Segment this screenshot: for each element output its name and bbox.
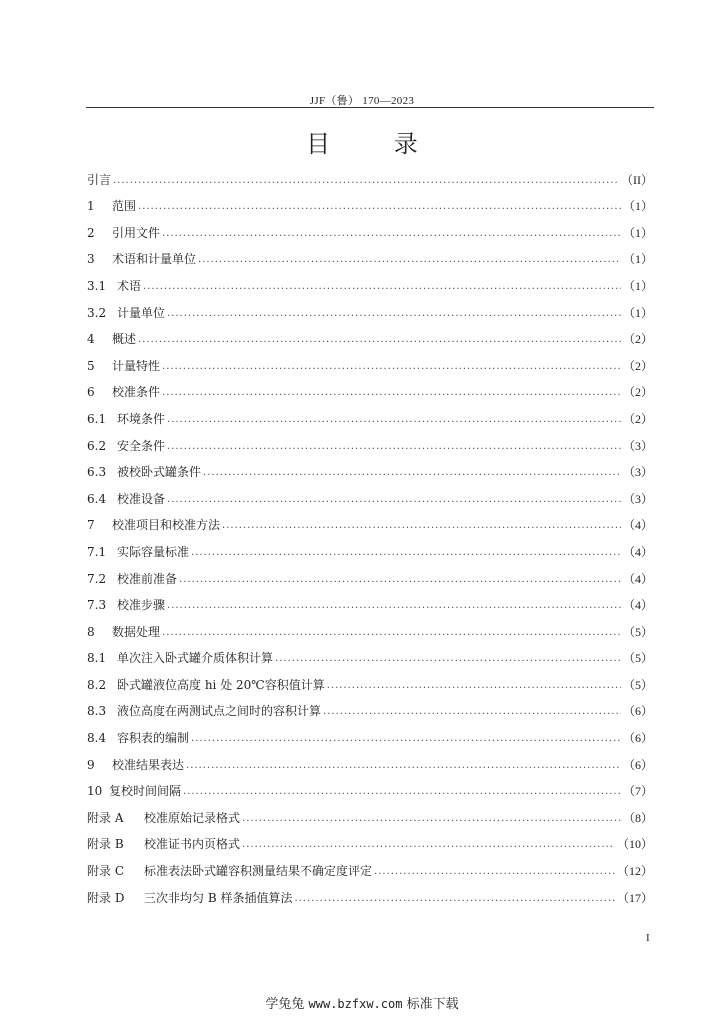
toc-entry-page: （3）: [622, 465, 653, 480]
watermark-url[interactable]: www.bzfxw.com: [308, 997, 403, 1011]
toc-entry[interactable]: [87, 878, 653, 905]
toc-entry-page: （4）: [622, 544, 653, 559]
toc-entry[interactable]: [87, 772, 653, 799]
toc-dot-leader: [374, 866, 615, 878]
toc-dot-leader: [167, 494, 621, 506]
toc-entry-page: （1）: [622, 305, 653, 320]
toc-dot-leader: [183, 786, 621, 798]
toc-entry-number: 附录 D: [87, 890, 125, 905]
toc-entry-page: （5）: [622, 651, 653, 666]
toc-dot-leader: [327, 680, 621, 692]
toc-entry-title: 校准原始记录格式: [144, 810, 241, 825]
toc-entry[interactable]: [87, 798, 653, 825]
toc-dot-leader: [113, 175, 619, 187]
toc-entry-number: 7: [87, 518, 95, 533]
toc-entry-number: 1: [87, 199, 95, 214]
toc-entry[interactable]: [87, 745, 653, 772]
toc-entry-page: （17）: [616, 890, 653, 905]
toc-entry[interactable]: [87, 479, 653, 506]
toc-entry-title: 数据处理: [112, 624, 161, 639]
toc-dot-leader: [162, 627, 621, 639]
toc-entry-number: 10: [87, 784, 103, 799]
toc-entry[interactable]: [87, 293, 653, 320]
toc-entry-title: 单次注入卧式罐介质体积计算: [117, 651, 274, 666]
toc-entry[interactable]: [87, 266, 653, 293]
toc-dot-leader: [167, 414, 621, 426]
toc-entry-title: 校准结果表达: [112, 757, 185, 772]
toc-entry-number: 4: [87, 332, 95, 347]
toc-entry[interactable]: [87, 373, 653, 400]
toc-entry-title: 校准项目和校准方法: [112, 518, 221, 533]
toc-entry-title: 引言: [87, 172, 112, 187]
toc-entry-number: 2: [87, 225, 95, 240]
toc-entry-number: 7.3: [87, 598, 107, 613]
toc-entry[interactable]: [87, 453, 653, 480]
toc-entry-number: 附录 C: [87, 864, 124, 879]
page-title: 目 录: [306, 130, 446, 158]
toc-entry-page: （II）: [621, 172, 653, 187]
toc-dot-leader: [323, 706, 621, 718]
toc-entry-number: 附录 A: [87, 810, 124, 825]
toc-entry[interactable]: [87, 851, 653, 878]
toc-entry-number: 6.3: [87, 465, 107, 480]
toc-entry-title: 计量单位: [117, 305, 166, 320]
toc-dot-leader: [203, 467, 621, 479]
toc-entry-title: 校准设备: [117, 491, 166, 506]
toc-entry-number: 8.1: [87, 651, 107, 666]
toc-entry-page: （8）: [622, 810, 653, 825]
toc-entry[interactable]: [87, 187, 653, 214]
toc-entry-page: （4）: [622, 571, 653, 586]
toc-entry[interactable]: [87, 506, 653, 533]
toc-entry-page: （6）: [622, 731, 653, 746]
toc-entry-page: （2）: [622, 385, 653, 400]
toc-entry-page: （1）: [622, 199, 653, 214]
toc-entry-number: 8.3: [87, 704, 107, 719]
toc-dot-leader: [186, 760, 621, 772]
toc-entry-number: 6.4: [87, 491, 107, 506]
toc-entry-page: （5）: [622, 677, 653, 692]
toc-entry-page: （1）: [622, 278, 653, 293]
toc-entry[interactable]: [87, 692, 653, 719]
toc-entry[interactable]: [87, 240, 653, 267]
toc-entry-title: 校准前准备: [117, 571, 178, 586]
toc-dot-leader: [167, 441, 621, 453]
toc-dot-leader: [162, 387, 621, 399]
toc-entry[interactable]: [87, 213, 653, 240]
toc-entry-page: （3）: [622, 438, 653, 453]
toc-dot-leader: [138, 201, 621, 213]
page-number: I: [646, 932, 650, 944]
toc-entry-title: 校准条件: [112, 385, 161, 400]
toc-entry[interactable]: [87, 639, 653, 666]
toc-entry-number: 3: [87, 252, 95, 267]
toc-entry-number: 6: [87, 385, 95, 400]
toc-entry-title: 三次非均匀 B 样条插值算法: [144, 890, 293, 905]
toc-entry-page: （2）: [622, 358, 653, 373]
page-header-code: JJF（鲁） 170—2023: [309, 95, 415, 107]
toc-entry-title: 标准表法卧式罐容积测量结果不确定度评定: [144, 864, 373, 879]
toc-entry-title: 卧式罐液位高度 hi 处 20℃容积值计算: [117, 677, 325, 692]
toc-dot-leader: [191, 733, 621, 745]
toc-entry[interactable]: [87, 665, 653, 692]
toc-entry-number: 9: [87, 757, 95, 772]
toc-entry-page: （4）: [622, 518, 653, 533]
toc-entry-page: （2）: [622, 411, 653, 426]
toc-entry-title: 安全条件: [117, 438, 166, 453]
toc-entry-number: 8: [87, 624, 95, 639]
toc-entry-title: 计量特性: [112, 358, 161, 373]
toc-entry-number: 7.1: [87, 544, 107, 559]
toc-entry[interactable]: [87, 532, 653, 559]
toc-entry-number: 附录 B: [87, 837, 124, 852]
toc-dot-leader: [242, 839, 615, 851]
toc-dot-leader: [162, 228, 621, 240]
toc-dot-leader: [275, 653, 621, 665]
toc-dot-leader: [167, 600, 621, 612]
toc-entry-page: （1）: [622, 225, 653, 240]
toc-dot-leader: [138, 334, 621, 346]
toc-entry-page: （3）: [622, 491, 653, 506]
toc-entry-number: 6.2: [87, 438, 107, 453]
toc-entry-title: 范围: [112, 199, 137, 214]
toc-dot-leader: [242, 813, 621, 825]
toc-entry-number: 6.1: [87, 411, 107, 426]
toc-entry-title: 被校卧式罐条件: [117, 465, 202, 480]
toc-entry[interactable]: [87, 612, 653, 639]
toc-entry-page: （1）: [622, 252, 653, 267]
toc-entry-title: 术语和计量单位: [112, 252, 197, 267]
toc-entry[interactable]: [87, 399, 653, 426]
toc-dot-leader: [198, 254, 621, 266]
toc-entry[interactable]: [87, 426, 653, 453]
watermark-label: 标准下载: [406, 997, 459, 1012]
toc-dot-leader: [294, 893, 615, 905]
toc-entry-page: （2）: [622, 332, 653, 347]
toc-entry-page: （10）: [616, 837, 653, 852]
toc-entry-title: 校准步骤: [117, 598, 166, 613]
toc-entry-title: 概述: [112, 332, 137, 347]
toc-entry-title: 校准证书内页格式: [144, 837, 241, 852]
toc-entry-number: 5: [87, 358, 95, 373]
toc-entry-title: 复校时间间隔: [109, 784, 182, 799]
toc-entry-number: 8.2: [87, 677, 107, 692]
watermark: [0, 993, 724, 1012]
toc-entry-title: 环境条件: [117, 411, 166, 426]
toc-entry-page: （12）: [616, 864, 653, 879]
toc-entry-page: （4）: [622, 598, 653, 613]
toc-entry[interactable]: [87, 346, 653, 373]
toc-dot-leader: [222, 520, 621, 532]
toc-entry-title: 术语: [117, 278, 142, 293]
toc-entry-page: （6）: [622, 704, 653, 719]
toc-dot-leader: [167, 308, 621, 320]
toc-dot-leader: [179, 574, 621, 586]
toc-entry[interactable]: [87, 160, 653, 187]
toc-entry-number: 8.4: [87, 731, 107, 746]
toc-entry-number: 7.2: [87, 571, 107, 586]
toc-dot-leader: [191, 547, 621, 559]
toc-entry[interactable]: [87, 718, 653, 745]
toc-entry-title: 引用文件: [112, 225, 161, 240]
toc-entry[interactable]: [87, 586, 653, 613]
toc-entry-page: （7）: [622, 784, 653, 799]
toc-entry-title: 液位高度在两测试点之间时的容积计算: [117, 704, 322, 719]
toc-dot-leader: [162, 361, 621, 373]
toc-entry-page: （6）: [622, 757, 653, 772]
table-of-contents: [87, 160, 653, 905]
toc-entry[interactable]: [87, 825, 653, 852]
toc-entry-number: 3.2: [87, 305, 107, 320]
toc-entry-title: 实际容量标准: [117, 544, 190, 559]
toc-entry[interactable]: [87, 559, 653, 586]
header-divider: [86, 107, 654, 108]
toc-entry-title: 容积表的编制: [117, 731, 190, 746]
toc-dot-leader: [143, 281, 621, 293]
toc-entry-number: 3.1: [87, 278, 107, 293]
toc-entry[interactable]: [87, 320, 653, 347]
watermark-site-name: 学兔兔: [265, 997, 305, 1012]
toc-entry-page: （5）: [622, 624, 653, 639]
